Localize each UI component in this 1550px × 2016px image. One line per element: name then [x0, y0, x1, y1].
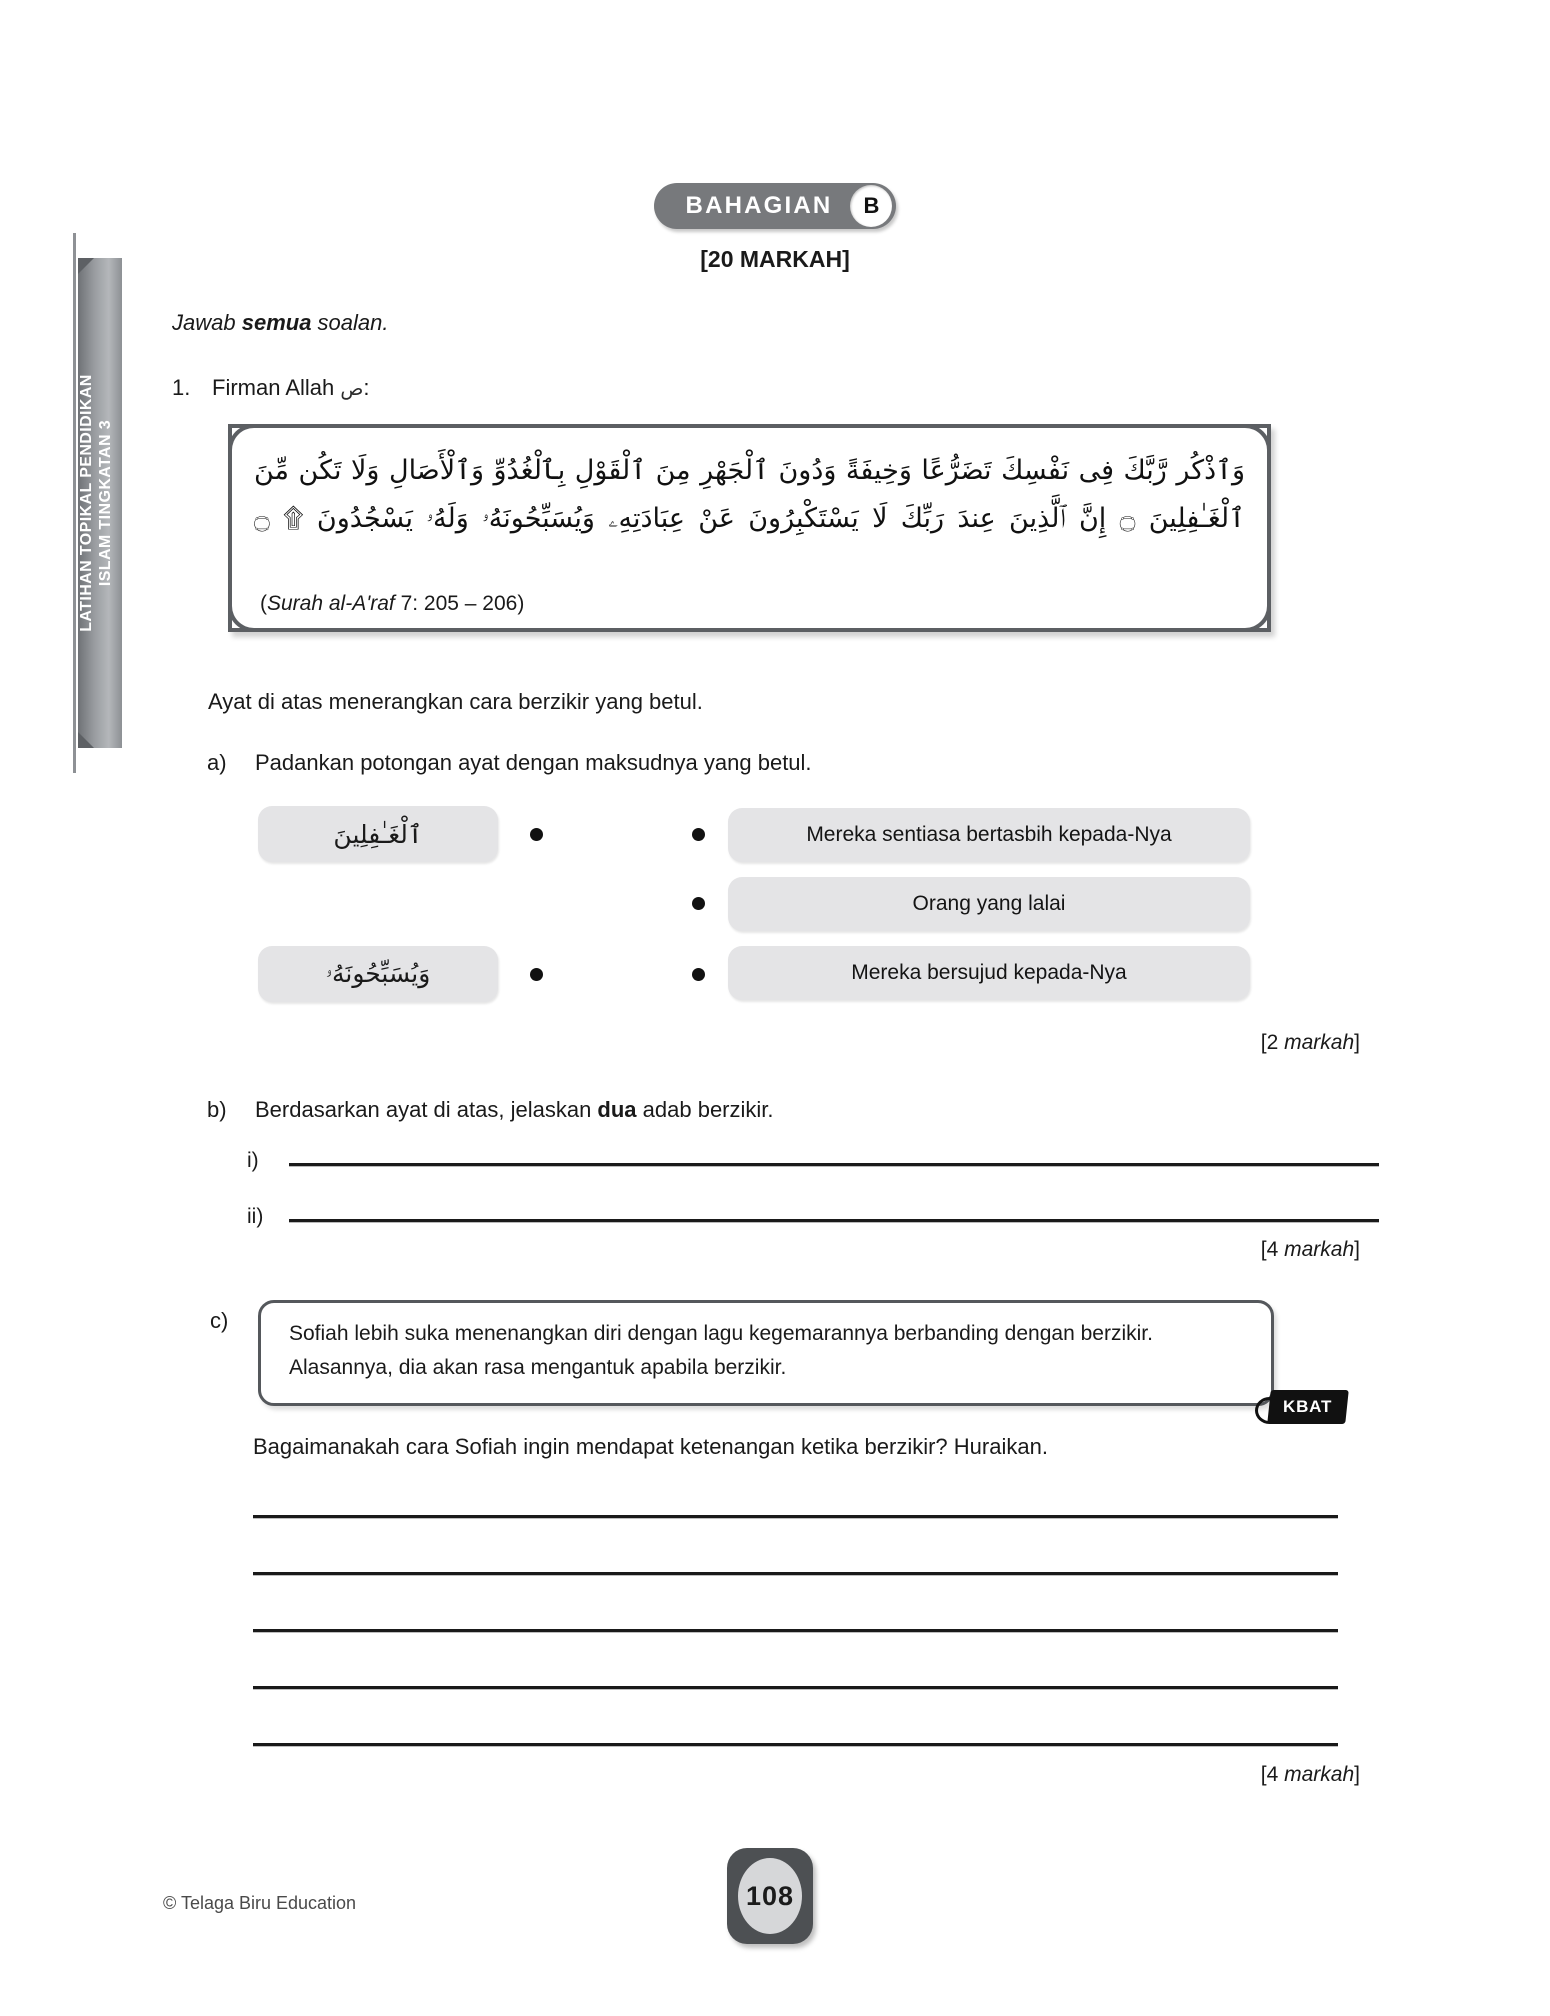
match-right-item-3[interactable]: Mereka bersujud kepada-Nya — [728, 946, 1250, 1000]
quran-citation: (Surah al-A'raf 7: 205 – 206) — [260, 592, 525, 615]
part-a-marks-suffix: ] — [1354, 1031, 1360, 1054]
part-a-marks-prefix: [2 — [1260, 1031, 1285, 1054]
section-label: BAHAGIAN — [685, 192, 833, 219]
part-c-marks — [1261, 1763, 1360, 1787]
section-total-marks: [20 MARKAH] — [700, 246, 850, 272]
page-number: 108 — [745, 1880, 795, 1911]
side-tab-title — [77, 268, 115, 738]
allah-honorific-icon: ص — [340, 378, 364, 400]
side-tab-spine — [73, 233, 76, 773]
page-number-inner — [738, 1858, 802, 1934]
part-b-text-post: adab berzikir. — [636, 1097, 774, 1122]
match-right-dot-3[interactable] — [692, 968, 705, 981]
kbat-tag-body-icon — [1267, 1390, 1349, 1424]
verse-note: Ayat di atas menerangkan cara berzikir yang betul. — [208, 689, 703, 714]
part-b-text-pre: Berdasarkan ayat di atas, jelaskan — [255, 1097, 598, 1122]
question-stem-colon: : — [363, 375, 370, 400]
section-pill — [654, 183, 897, 229]
part-a-marks — [1261, 1031, 1360, 1055]
instruction-emphasis: semua — [241, 310, 312, 335]
part-c-marks-suffix: ] — [1354, 1763, 1360, 1786]
part-b-marks-prefix: [4 — [1260, 1238, 1285, 1261]
part-a-marks-word: markah — [1284, 1031, 1355, 1054]
quran-verse-line-1: وَٱذْكُر رَّبَّكَ فِى نَفْسِكَ تَضَرُّعًا وَخِيفَةً وَدُونَ ٱلْجَهْرِ مِنَ ٱلْقَوْلِ بِٱلْغُدُوِّ وَٱلْأَصَالِ وَلَا تَكُن مِّنَ — [254, 455, 1245, 486]
match-left-dot-2[interactable] — [530, 968, 543, 981]
match-right-item-2[interactable]: Orang yang lalai — [728, 877, 1250, 931]
quran-verse-line-2: ٱلْغَـٰفِلِينَ ۝ إِنَّ ٱلَّذِينَ عِندَ رَبِّكَ لَا يَسْتَكْبِرُونَ عَنْ عِبَادَتِهِۦ وَيُسَبِّحُونَهُۥ وَلَهُۥ يَسْجُدُونَ ۩ ۝ — [254, 503, 1245, 534]
part-c-marks-word: markah — [1284, 1763, 1355, 1786]
part-b-answer-line-2[interactable] — [289, 1219, 1379, 1223]
side-tab-line-1: LATIHAN TOPIKAL PENDIDIKAN — [78, 374, 95, 632]
matching-exercise — [258, 800, 1268, 1010]
part-c-scenario-box — [258, 1300, 1274, 1406]
part-b-emphasis: dua — [597, 1097, 637, 1122]
part-a-text: Padankan potongan ayat dengan maksudnya yang betul. — [255, 750, 812, 775]
match-right-dot-1[interactable] — [692, 828, 705, 841]
part-b-answer-label-1: i) — [247, 1149, 259, 1172]
part-b-answer-line-1[interactable] — [289, 1163, 1379, 1167]
page-number-badge — [727, 1848, 813, 1944]
side-tab — [70, 258, 122, 748]
question-stem-text: Firman Allah — [212, 375, 335, 400]
instruction-pre: Jawab — [172, 310, 242, 335]
question-1-stem — [172, 375, 370, 401]
match-left-item-2[interactable]: وَيُسَبِّحُونَهُۥ — [258, 946, 498, 1002]
match-left-dot-1[interactable] — [530, 828, 543, 841]
part-c-answer-line-3[interactable] — [253, 1629, 1338, 1633]
part-b-marks-word: markah — [1284, 1238, 1355, 1261]
part-c-answer-line-5[interactable] — [253, 1743, 1338, 1747]
footer-copyright: © Telaga Biru Education — [163, 1893, 357, 1913]
section-header — [0, 183, 1550, 229]
part-c-answer-line-1[interactable] — [253, 1515, 1338, 1519]
frame-corner-bottom-left — [228, 604, 256, 632]
part-c-marks-prefix: [4 — [1260, 1763, 1285, 1786]
part-c-answer-line-4[interactable] — [253, 1686, 1338, 1690]
part-a-marker: a) — [207, 750, 227, 775]
part-a-instruction — [207, 748, 812, 778]
part-b-instruction — [207, 1095, 774, 1125]
kbat-badge — [1255, 1390, 1347, 1426]
match-right-dot-2[interactable] — [692, 897, 705, 910]
citation-surah-name: Surah al-A'raf — [267, 592, 395, 615]
part-b-answer-label-2: ii) — [247, 1205, 264, 1228]
part-c-scenario-text: Sofiah lebih suka menenangkan diri dengan lagu kegemarannya berbanding dengan berzikir. Alasannya, dia akan rasa mengantuk apabila berzikir. — [289, 1322, 1153, 1379]
quran-verse-frame — [228, 424, 1271, 632]
instruction-post: soalan. — [311, 310, 389, 335]
side-tab-line-2: ISLAM TINGKATAN 3 — [97, 419, 114, 587]
match-right-item-1[interactable]: Mereka sentiasa bertasbih kepada-Nya — [728, 808, 1250, 862]
part-c-answer-line-2[interactable] — [253, 1572, 1338, 1576]
kbat-label: KBAT — [1283, 1397, 1333, 1416]
part-c-marker: c) — [210, 1308, 229, 1333]
question-number: 1. — [172, 375, 191, 400]
citation-verse-range: 7: 205 – 206 — [394, 592, 518, 615]
section-letter-badge: B — [850, 185, 892, 227]
part-b-marker: b) — [207, 1097, 227, 1122]
part-b-marks — [1261, 1238, 1360, 1262]
match-left-item-1[interactable]: ٱلْغَـٰفِلِينَ — [258, 806, 498, 862]
frame-corner-top-right — [1243, 424, 1271, 452]
part-c-question: Bagaimanakah cara Sofiah ingin mendapat ketenangan ketika berzikir? Huraikan. — [253, 1434, 1048, 1459]
part-b-marks-suffix: ] — [1354, 1238, 1360, 1261]
answer-all-instruction — [172, 310, 389, 336]
